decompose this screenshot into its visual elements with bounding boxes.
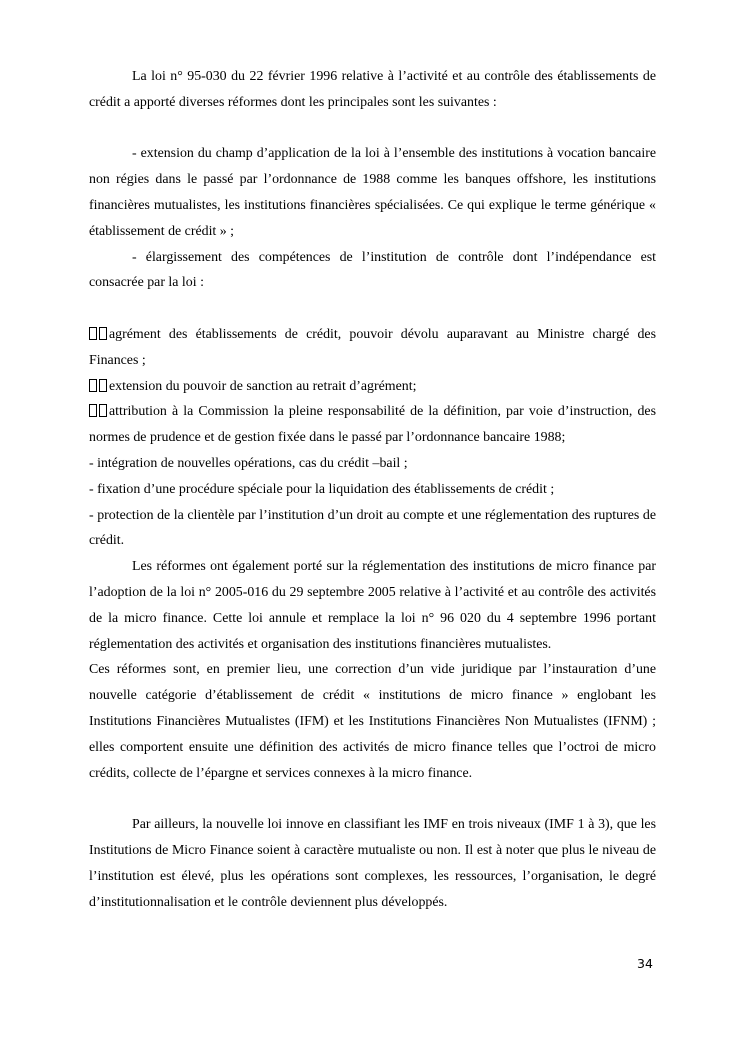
missing-glyph-icon: [99, 327, 107, 340]
page-number: 34: [637, 956, 653, 971]
list-item: attribution à la Commission la pleine responsabilité de la définition, par voie d’instruction, des normes de prudence et de gestion fixée dans le passé par l’ordonnance bancaire 1988;: [89, 404, 656, 446]
paragraph-micro-finance: Les réformes ont également porté sur la réglementation des institutions de micro finance par l’adoption de la loi n° 2005-016 du 29 septembre 2005 relative à l’activité et au contrôle des activités de la micro finance. Cette loi annule et remplace la loi n° 96 020 du 4 septembre 1996 portant réglementation des activités et organisation des institutions financières mutualistes.: [89, 559, 656, 652]
paragraph-elargissement: - élargissement des compétences de l’institution de contrôle dont l’indépendance est consacrée par la loi :: [89, 249, 656, 291]
list-item: agrément des établissements de crédit, pouvoir dévolu auparavant au Ministre chargé des Finances ;: [89, 326, 656, 368]
paragraph-reformes: Ces réformes sont, en premier lieu, une correction d’un vide juridique par l’instauration d’une nouvelle catégorie d’établissement de crédit « institutions de micro finance » englobant les Institutions Financières Mutualistes (IFM) et les Institutions Financières Non Mutualistes (IFNM) ; elles comportent ensuite une définition des activités de micro finance telles que l’octroi de micro crédits, collecte de l’épargne et services connexes à la micro finance.: [89, 662, 656, 781]
missing-glyph-icon: [89, 404, 97, 417]
paragraph-par-ailleurs: Par ailleurs, la nouvelle loi innove en classifiant les IMF en trois niveaux (IMF 1 à 3), que les Institutions de Micro Finance soient à caractère mutualiste ou non. Il est à noter que plus le niveau de l’institution est élevé, plus les opérations sont complexes, les ressources, l’organisation, le degré d’institutionnalisation et le contrôle deviennent plus développés.: [89, 817, 656, 910]
missing-glyph-icon: [99, 379, 107, 392]
missing-glyph-icon: [99, 404, 107, 417]
missing-glyph-icon: [89, 327, 97, 340]
missing-glyph-icon: [89, 379, 97, 392]
list-item: extension du pouvoir de sanction au retrait d’agrément;: [89, 374, 656, 400]
body-text: [89, 64, 656, 915]
paragraph-extension: - extension du champ d’application de la loi à l’ensemble des institutions à vocation bancaire non régies dans le passé par l’ordonnance de 1988 comme les banques offshore, les institutions financières mutualistes, les institutions financières spécialisées. Ce qui explique le terme générique « établissement de crédit » ;: [89, 146, 656, 239]
list-item: - fixation d’une procédure spéciale pour la liquidation des établissements de crédit ;: [89, 481, 555, 497]
list-item: - intégration de nouvelles opérations, cas du crédit –bail ;: [89, 455, 408, 471]
list-item: - protection de la clientèle par l’institution d’un droit au compte et une réglementation des ruptures de crédit.: [89, 507, 656, 549]
paragraph-intro: La loi n° 95-030 du 22 février 1996 relative à l’activité et au contrôle des établissements de crédit a apporté diverses réformes dont les principales sont les suivantes :: [89, 69, 656, 110]
